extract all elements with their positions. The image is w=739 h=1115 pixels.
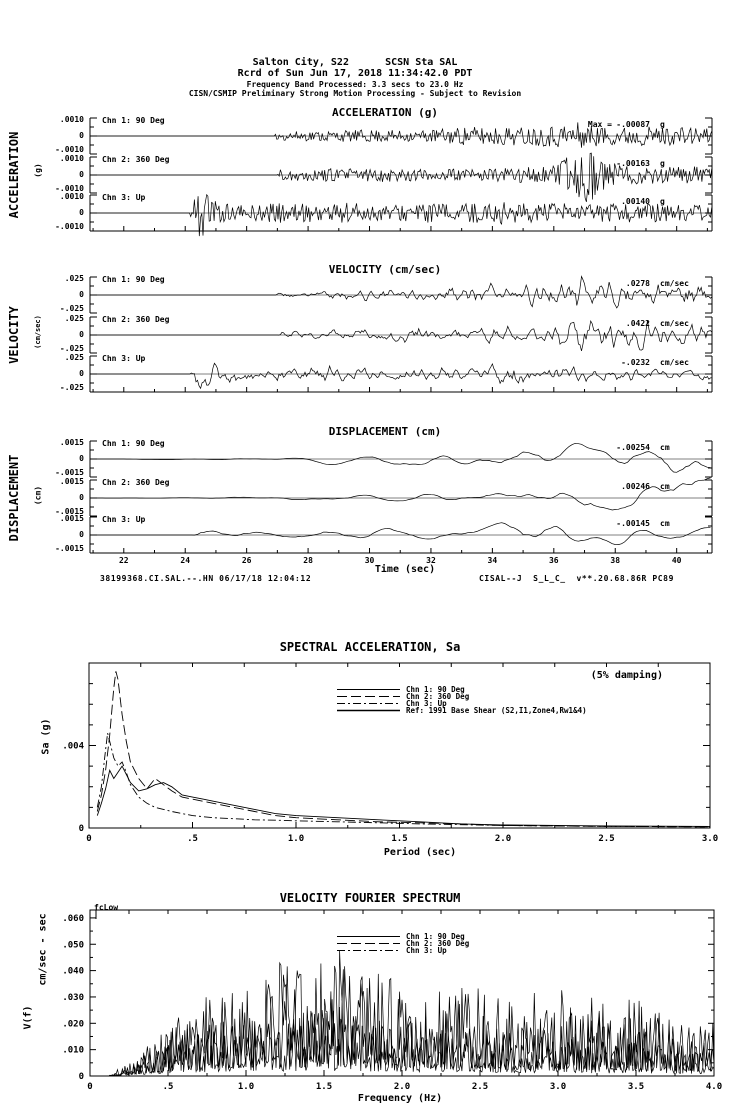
channel-label: Chn 2: 360 Deg [102, 155, 170, 164]
y-tick-label: -.0015 [55, 468, 84, 477]
channel-label: Chn 3: Up [102, 354, 146, 363]
x-tick-label: 34 [487, 556, 498, 565]
x-tick-label: 22 [118, 556, 129, 565]
y-tick-label: .0010 [59, 192, 84, 201]
velocity-fourier-spectrum-chart [62, 910, 722, 1092]
header-station-line: Salton City, S22 SCSN Sta SAL [252, 57, 458, 68]
x-tick-label: 3.0 [549, 1082, 567, 1092]
fourier-spectrum-title: VELOCITY FOURIER SPECTRUM [279, 891, 461, 905]
x-tick-label: .5 [187, 834, 198, 844]
header-disclaimer-line: CISN/CSMIP Preliminary Strong Motion Processing - Subject to Revision [188, 89, 522, 98]
x-tick-label: 1.5 [315, 1082, 333, 1092]
y-tick-label: .004 [62, 741, 84, 752]
waveform-trace [90, 195, 712, 236]
x-tick-label: 1.5 [391, 834, 408, 844]
x-tick-label: 30 [364, 556, 375, 565]
y-tick-label: 0 [79, 131, 84, 140]
max-units-label: g [660, 159, 665, 168]
y-tick-label: -.0015 [55, 544, 84, 553]
y-tick-label: 0 [78, 1072, 84, 1082]
x-tick-label: 2.5 [598, 834, 615, 844]
y-tick-label: .025 [64, 314, 84, 323]
y-tick-label: 0 [79, 330, 84, 339]
fclow-annotation: fcLow [94, 903, 119, 912]
x-tick-label: .5 [162, 1082, 174, 1092]
x-tick-label: 1.0 [237, 1082, 255, 1092]
displacement-panel-title: DISPLACEMENT (cm) [328, 425, 442, 438]
waveform-trace [90, 478, 711, 510]
x-tick-label: 4.0 [705, 1082, 723, 1092]
header-record-time-line: Rcrd of Sun Jun 17, 2018 11:34:42.0 PDT [237, 68, 473, 79]
max-value-label: -.00087 [616, 120, 650, 129]
y-tick-label: 0 [79, 530, 84, 539]
x-tick-label: 32 [426, 556, 436, 565]
y-tick-label: 0 [79, 208, 84, 217]
y-tick-label: -.0010 [55, 184, 84, 193]
y-tick-label: -.025 [59, 383, 84, 392]
velocity-axis-label: VELOCITY [7, 306, 21, 364]
legend-label: Chn 3: Up [406, 946, 447, 955]
max-units-label: cm [660, 482, 670, 491]
displacement-axis-units: (cm) [33, 485, 43, 506]
channel-label: Chn 3: Up [102, 193, 146, 202]
channel-label: Chn 3: Up [102, 515, 146, 524]
waveform-trace [90, 276, 712, 308]
footer-processing-id: CISAL--J S_L_C_ v**.20.68.86R PC89 [479, 574, 674, 583]
x-tick-label: 0 [86, 834, 92, 844]
y-tick-label: -.025 [59, 344, 84, 353]
x-tick-label: 3.0 [701, 834, 719, 844]
y-tick-label: .0015 [59, 438, 84, 447]
header-frequency-band-line: Frequency Band Processed: 3.3 secs to 23.0 Hz [246, 80, 464, 89]
channel-label: Chn 1: 90 Deg [102, 275, 165, 284]
y-tick-label: .025 [64, 353, 84, 362]
x-tick-label: 2.5 [471, 1082, 489, 1092]
x-tick-label: 26 [241, 556, 252, 565]
x-tick-label: 36 [548, 556, 559, 565]
legend-label: Chn 1: 90 Deg [406, 685, 465, 694]
y-tick-label: -.025 [59, 304, 84, 313]
y-tick-label: -.0015 [55, 507, 84, 516]
displacement-axis-label: DISPLACEMENT [7, 454, 21, 542]
y-tick-label: .010 [62, 1045, 84, 1056]
time-axis-label: Time (sec) [374, 564, 436, 575]
acceleration-panel-title: ACCELERATION (g) [332, 106, 438, 119]
max-value-label: -.00254 [616, 443, 650, 452]
legend-label: Ref: 1991 Base Shear (S2,I1,Zone4,Rw1&4) [406, 706, 587, 715]
footer-record-id: 38199368.CI.SAL.--.HN 06/17/18 12:04:12 [100, 574, 312, 583]
y-tick-label: 0 [79, 454, 84, 463]
channel-label: Chn 2: 360 Deg [102, 478, 170, 487]
y-tick-label: -.0010 [55, 222, 84, 231]
y-tick-label: .040 [62, 966, 84, 977]
max-units-label: cm/sec [660, 319, 689, 328]
y-tick-label: .020 [62, 1019, 84, 1030]
legend-label: Chn 3: Up [406, 699, 447, 708]
max-value-label: .0278 [625, 279, 650, 288]
y-tick-label: .025 [64, 274, 84, 283]
acceleration-chart [55, 115, 712, 236]
acceleration-axis-label: ACCELERATION [7, 131, 21, 219]
y-tick-label: 0 [79, 369, 84, 378]
x-tick-label: 2.0 [393, 1082, 411, 1092]
y-tick-label: .050 [62, 940, 84, 951]
max-value-label: -.00145 [616, 519, 650, 528]
y-tick-label: .0015 [59, 514, 84, 523]
max-units-label: cm [660, 443, 670, 452]
x-tick-label: 38 [610, 556, 621, 565]
x-tick-label: 24 [180, 556, 191, 565]
max-value-label: .0422 [625, 319, 650, 328]
x-tick-label: 3.5 [627, 1082, 645, 1092]
sa-curve [97, 733, 710, 827]
x-tick-label: 0 [87, 1082, 93, 1092]
plot-frame [89, 663, 710, 828]
x-tick-label: 28 [303, 556, 313, 565]
velocity-axis-units: (cm/sec) [34, 315, 42, 349]
y-tick-label: .030 [62, 992, 84, 1003]
y-tick-label: .0010 [59, 115, 84, 124]
acceleration-axis-units: (g) [33, 163, 43, 178]
sa-axis-label: Sa (g) [40, 718, 52, 755]
y-tick-label: 0 [79, 493, 84, 502]
y-tick-label: .060 [62, 913, 84, 924]
y-tick-label: 0 [79, 170, 84, 179]
fourier-amplitude-axis-label: V(f) [22, 1005, 34, 1030]
max-value-label: .00246 [621, 482, 650, 491]
y-tick-label: 0 [78, 824, 84, 834]
fourier-series [90, 951, 714, 1076]
velocity-panel-title: VELOCITY (cm/sec) [328, 263, 442, 276]
velocity-chart [60, 274, 712, 392]
x-tick-label: 2.0 [494, 834, 512, 844]
max-units-label: cm/sec [660, 358, 689, 367]
spectral-acceleration-title: SPECTRAL ACCELERATION, Sa [279, 640, 461, 654]
waveform-trace [90, 363, 712, 388]
max-units-label: cm/sec [660, 279, 689, 288]
max-units-label: cm [660, 519, 670, 528]
period-axis-label: Period (sec) [383, 847, 457, 858]
damping-annotation: (5% damping) [590, 670, 663, 681]
x-tick-label: 40 [671, 556, 682, 565]
max-value-label: -.0232 [621, 358, 650, 367]
channel-label: Chn 1: 90 Deg [102, 439, 165, 448]
channel-label: Chn 1: 90 Deg [102, 116, 165, 125]
legend-label: Chn 1: 90 Deg [406, 932, 465, 941]
fourier-trace [90, 1010, 714, 1076]
channel-label: Chn 2: 360 Deg [102, 315, 170, 324]
displacement-chart [55, 438, 712, 565]
max-units-label: g [660, 197, 665, 206]
max-value-label: .00140 [621, 197, 650, 206]
sa-curve [97, 766, 710, 826]
legend-label: Chn 2: 360 Deg [406, 939, 470, 948]
y-tick-label: .0015 [59, 477, 84, 486]
fourier-amplitude-axis-units: cm/sec - sec [37, 913, 49, 986]
y-tick-label: -.0010 [55, 145, 84, 154]
frequency-axis-label: Frequency (Hz) [357, 1093, 443, 1104]
max-prefix-label: Max = [587, 120, 612, 129]
legend-label: Chn 2: 360 Deg [406, 692, 470, 701]
sa-curve [97, 671, 710, 827]
waveform-trace [90, 320, 712, 351]
max-value-label: -.00163 [616, 159, 650, 168]
max-units-label: g [660, 120, 665, 129]
y-tick-label: .0010 [59, 154, 84, 163]
y-tick-label: 0 [79, 290, 84, 299]
x-tick-label: 1.0 [287, 834, 305, 844]
